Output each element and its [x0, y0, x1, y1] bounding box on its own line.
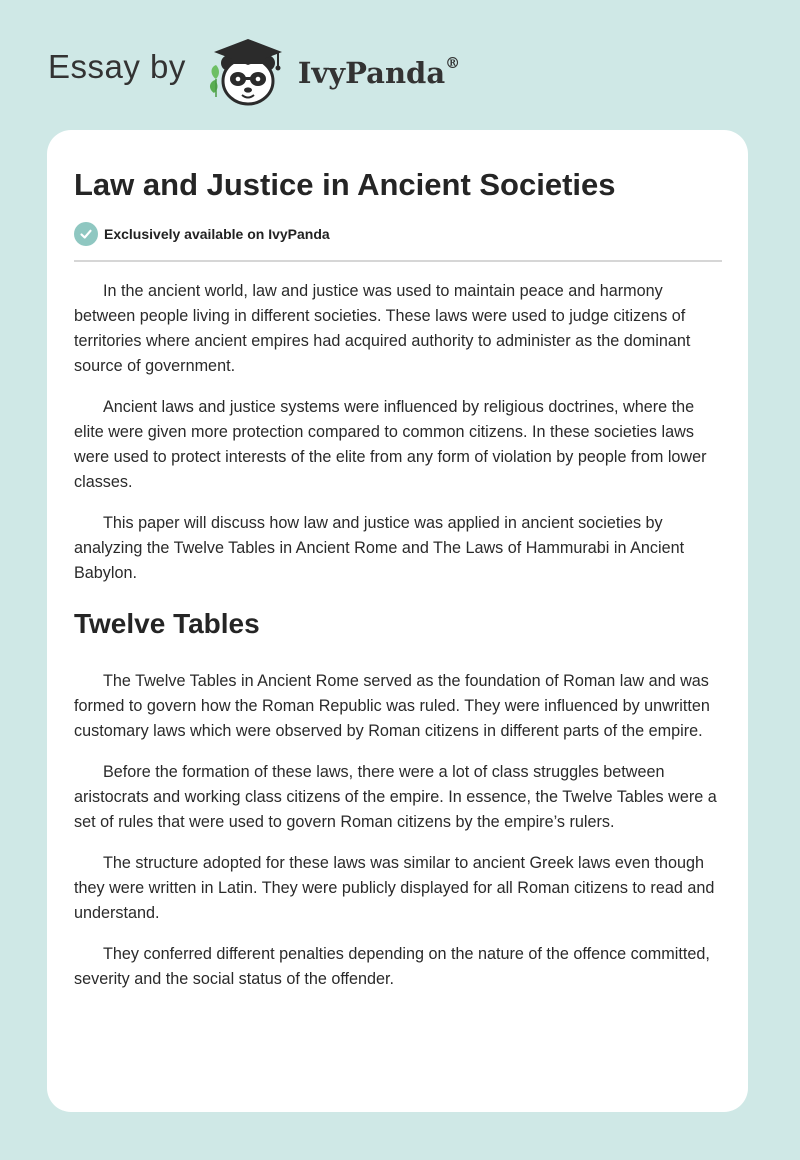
section-heading: Twelve Tables [74, 608, 260, 639]
divider [74, 260, 722, 262]
section-paragraph-4: They conferred different penalties depending on the nature of the offence committed, severity and the social status of the offender. [74, 945, 710, 988]
exclusive-badge-label: Exclusively available on IvyPanda [104, 226, 330, 242]
intro-paragraph-1: In the ancient world, law and justice was used to maintain peace and harmony between people living in different societies. These laws were used to judge citizens of territories where ancient empires had acquired authority to administer as the dominant source of government. [74, 282, 691, 375]
brand-name: IvyPanda® [297, 54, 461, 90]
panda-graduate-icon [202, 35, 294, 107]
section-paragraph-2: Before the formation of these laws, there were a lot of class struggles between aristocrats and working class citizens of the empire. In essence, the Twelve Tables were a set of rules that were used to govern Roman citizens by the empire’s rulers. [74, 763, 717, 831]
essay-card [47, 130, 748, 1112]
section-paragraph-1: The Twelve Tables in Ancient Rome served as the foundation of Roman law and was formed to govern how the Roman Republic was ruled. They were influenced by unwritten customary laws which were observed by Roman citizens in different parts of the empire. [74, 672, 710, 740]
essay-title: Law and Justice in Ancient Societies [74, 167, 616, 202]
section-paragraph-3: The structure adopted for these laws was similar to ancient Greek laws even though they were written in Latin. They were publicly displayed for all Roman citizens to read and understand. [74, 854, 715, 922]
intro-paragraph-2: Ancient laws and justice systems were influenced by religious doctrines, where the elite were given more protection compared to common citizens. In these societies laws were used to protect interests of the elite from any form of violation by people from lower classes. [74, 398, 707, 491]
exclusive-badge [74, 222, 722, 246]
checkmark-icon [74, 222, 98, 246]
intro-paragraph-3: This paper will discuss how law and justice was applied in ancient societies by analyzing the Twelve Tables in Ancient Rome and The Laws of Hammurabi in Ancient Babylon. [74, 514, 685, 582]
registered-mark: ® [445, 54, 461, 72]
brand-header [48, 36, 460, 106]
brand-prefix: Essay by [48, 48, 186, 85]
